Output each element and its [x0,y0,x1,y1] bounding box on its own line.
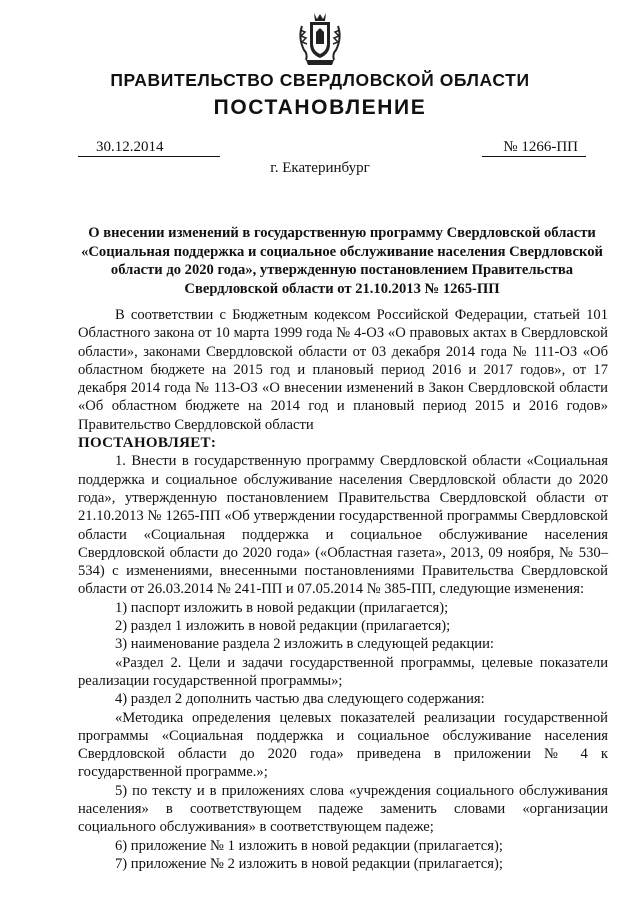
document-title: О внесении изменений в государственную программу Свердловской области «Социальная поддержка и социальное обслуживание населения Свердловской области до 2020 года», утвержденную постановлением Правительства Свердловской области от 21.10.2013 № 1265-ПП [81,225,603,297]
preamble-paragraph: В соответствии с Бюджетным кодексом Российской Федерации, статьей 101 Областного закона от 10 марта 1999 года № 4-ОЗ «О правовых актах в Свердловской области», законами Свердловской области от 03 декабря 2014 года № 111-ОЗ «Об областном бюджете на 2015 год и плановый период 2016 и 2017 годов», от 17 декабря 2014 года № 113-ОЗ «О внесении изменений в Закон Свердловской области «Об областном бюджете на 2014 год и плановый период 2015 и 2016 годов» Правительство Свердловской области [78,307,608,433]
body-paragraph-2: 1) паспорт изложить в новой редакции (прилагается); [115,599,449,616]
body-paragraph-4: 3) наименование раздела 2 изложить в следующей редакции: [115,636,494,653]
body-paragraph-5: «Раздел 2. Цели и задачи государственной программы, целевые показатели реализации государственной программы»; [78,654,608,689]
document-body [78,306,608,873]
document-number: № 1266-ПП [482,139,586,157]
document-date: 30.12.2014 [78,139,220,157]
body-paragraph-9: 6) приложение № 1 изложить в новой редакции (прилагается); [115,837,503,854]
body-paragraph-7: «Методика определения целевых показателей реализации государственной программы «Социальная поддержка и социальное обслуживание населения Свердловской области до 2020 года» приведена в приложении № 4 к государственной программе.»; [78,709,608,781]
organization-heading: ПРАВИТЕЛЬСТВО СВЕРДЛОВСКОЙ ОБЛАСТИ [110,70,530,90]
coat-of-arms-icon [296,10,344,68]
body-paragraph-6: 4) раздел 2 дополнить частью два следующего содержания: [115,691,485,708]
body-paragraph-1: 1. Внести в государственную программу Свердловской области «Социальная поддержка и социальное обслуживание населения Свердловской области до 2020 года», утвержденную постановлением Правительства Свердловской области от 21.10.2013 № 1265-ПП «Об утверждении государственной программы Свердловской области «Социальная поддержка и социальное обслуживание населения Свердловской области до 2020 года» («Областная газета», 2013, 09 ноября, № 530–534) с изменениями, внесенными постановлениями Правительства Свердловской области от 26.03.2014 № 241-ПП и 07.05.2014 № 385-ПП, следующие изменения: [78,453,608,598]
body-paragraph-10: 7) приложение № 2 изложить в новой редакции (прилагается); [115,855,503,872]
document-city: г. Екатеринбург [270,160,370,176]
body-paragraph-8: 5) по тексту и в приложениях слова «учреждения социального обслуживания населения» в соответствующем падеже заменить словами «организации социального обслуживания» в соответствующем падеже; [78,782,608,836]
body-paragraph-3: 2) раздел 1 изложить в новой редакции (прилагается); [115,618,451,635]
resolve-heading: ПОСТАНОВЛЯЕТ: [78,435,217,452]
document-type-heading: ПОСТАНОВЛЕНИЕ [213,96,427,119]
